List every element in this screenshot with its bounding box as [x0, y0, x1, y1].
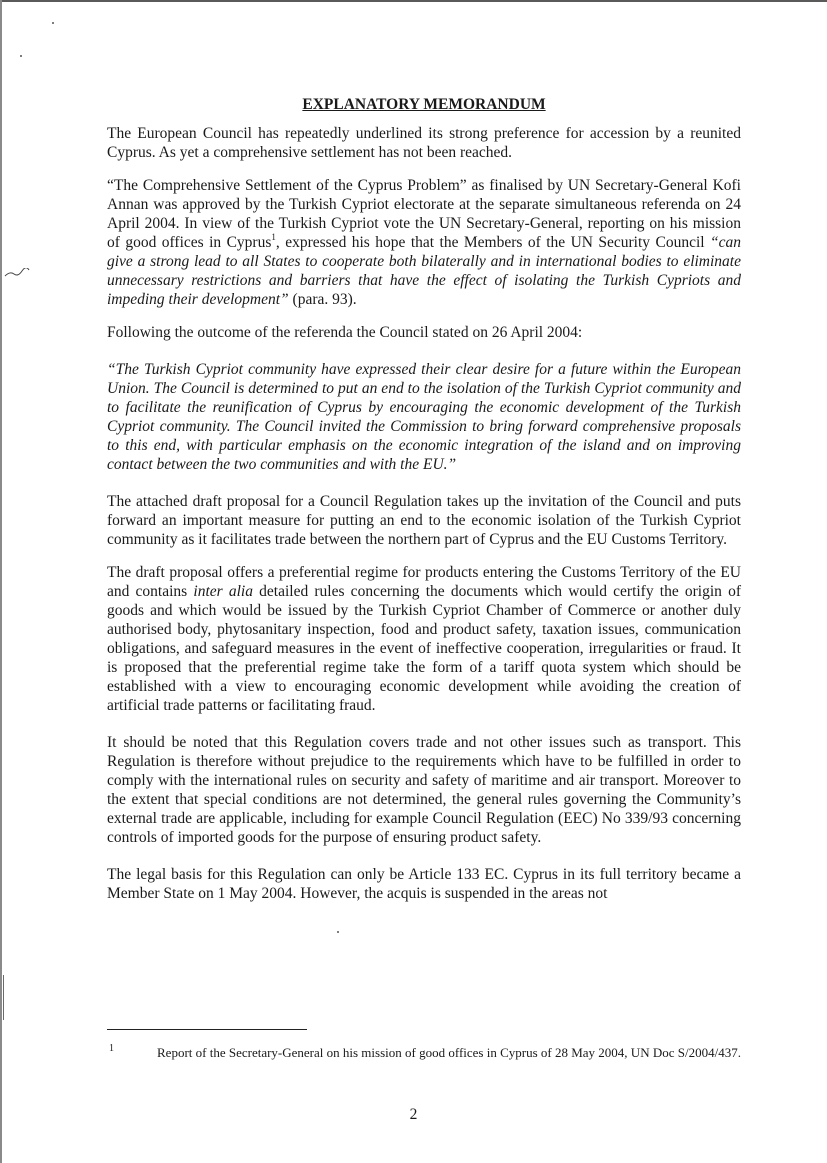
paragraph-2-text-c: (para. 93).: [288, 291, 357, 308]
document-body: [107, 94, 741, 917]
paragraph-2: [107, 176, 741, 309]
paragraph-6-text-a: The draft proposal offers a preferential regime for products entering the Customs Territory of the EU and contains: [107, 564, 741, 600]
paragraph-7-text: It should be noted that this Regulation covers trade and not other issues such as transport. This Regulation is therefore without prejudice to the requirements which have to be fulfilled in order to comply with the international rules on security and safety of maritime and air transport. Moreover to the extent that special conditions are not determined, the general rules governing the Community’s external trade are applicable, including for example Council Regulation (EEC) No 339/93 concerning controls of imported goods for the purpose of ensuring product safety.: [107, 734, 741, 846]
paragraph-2-text-a: “The Comprehensive Settlement of the Cyprus Problem” as finalised by UN Secretary-General Kofi Annan was approved by the Turkish Cypriot electorate at the separate simultaneous referenda on 24 April 2004. In view of the Turkish Cypriot vote the UN Secretary-General, reporting on his mission of good offices in Cyprus: [107, 177, 741, 251]
paragraph-6-text-b: detailed rules concerning the documents which would certify the origin of goods and which would be issued by the Turkish Cypriot Chamber of Commerce or another duly authorised body, phytosanitary inspection, food and product safety, taxation issues, communication obligations, and safeguard measures in the event of ineffective cooperation, irregularities or fraud. It is proposed that the preferential regime take the form of a tariff quota system which should be established with a view to encouraging economic development while avoiding the creation of artificial trade patterns or facilitating fraud.: [107, 583, 741, 714]
paragraph-5: [107, 492, 741, 549]
page-number: 2: [409, 1106, 418, 1123]
paragraph-6: [107, 563, 741, 715]
footnote-reference[interactable]: 1: [271, 231, 276, 242]
paragraph-8-text: The legal basis for this Regulation can only be Article 133 EC. Cyprus in its full territory became a Member State on 1 May 2004. However, the acquis is suspended in the areas not: [107, 866, 741, 902]
paragraph-8: [107, 865, 741, 903]
scan-edge-left-mark: [3, 975, 4, 1020]
document-heading: EXPLANATORY MEMORANDUM: [302, 96, 546, 113]
footnote: [107, 1045, 741, 1061]
council-statement-quote: “The Turkish Cypriot community have expressed their clear desire for a future within the European Union. The Council is determined to put an end to the isolation of the Turkish Cypriot community and to facilitate the reunification of Cyprus by encouraging the economic development of the Turkish Cypriot community. The Council invited the Commission to bring forward comprehensive proposals to this end, with particular emphasis on the economic integration of the island and on improving contact between the two communities and with the EU.”: [107, 361, 741, 473]
scan-squiggle-mark: [4, 268, 30, 278]
footnote-number: 1: [109, 1043, 114, 1054]
paragraph-1-text: The European Council has repeatedly underlined its strong preference for accession by a reunited Cyprus. As yet a comprehensive settlement has not been reached.: [107, 125, 741, 161]
scan-edge-top: [0, 0, 827, 2]
paragraph-1: [107, 124, 741, 162]
scan-speck: [337, 931, 339, 933]
scan-speck: [52, 22, 54, 24]
paragraph-3: [107, 323, 741, 342]
footnote-rule: [107, 1029, 307, 1030]
paragraph-4: [107, 360, 741, 474]
scan-edge-left: [0, 0, 2, 1163]
paragraph-7: [107, 733, 741, 847]
paragraph-2-quote: “can give a strong lead to all States to cooperate both bilaterally and in international bodies to eliminate unnecessary restrictions and barriers that have the effect of isolating the Turkish Cypriots and impeding their development”: [107, 234, 741, 308]
scan-speck: [20, 55, 22, 57]
paragraph-6-italic: inter alia: [193, 583, 253, 600]
paragraph-5-text: The attached draft proposal for a Council Regulation takes up the invitation of the Council and puts forward an important measure for putting an end to the economic isolation of the Turkish Cypriot community as it facilitates trade between the northern part of Cyprus and the EU Customs Territory.: [107, 493, 741, 548]
paragraph-3-text: Following the outcome of the referenda the Council stated on 26 April 2004:: [107, 324, 583, 341]
footnote-text: Report of the Secretary-General on his mission of good offices in Cyprus of 28 May 2004, UN Doc S/2004/437.: [157, 1045, 741, 1060]
paragraph-2-text-b: , expressed his hope that the Members of the UN Security Council: [275, 234, 710, 251]
